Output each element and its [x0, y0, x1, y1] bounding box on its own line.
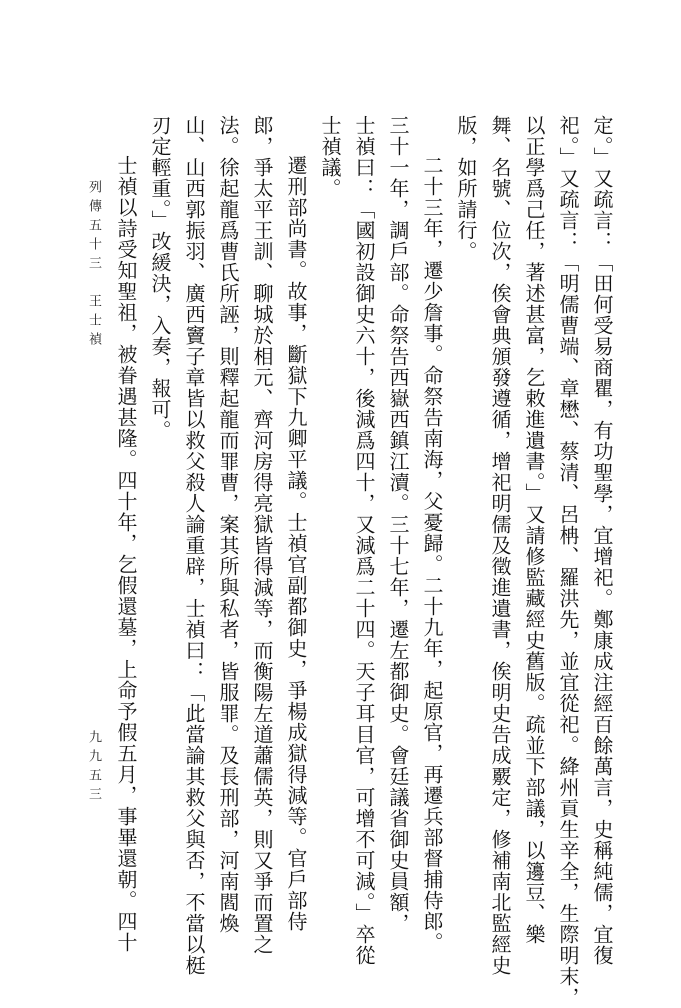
text-column: 遷刑部尚書。故事，斷獄下九卿平議。士禎官副都御史，爭楊成獄得減等。官戶部侍	[284, 155, 308, 932]
text-column: 士禎曰：「國初設御史六十，後減爲四十，又減爲二十四。天子耳目官，可增不可減。」卒從	[352, 115, 376, 966]
page-number: 九九五三	[86, 730, 101, 806]
text-column: 刃定輕重。」改緩決，入奏，報可。	[148, 115, 172, 441]
text-column: 士禎以詩受知聖祖，被眷遇甚隆。四十年，乞假還墓，上命予假五月，事畢還朝。四十	[114, 155, 138, 953]
text-column: 二十三年，遷少詹事。命祭告南海，父憂歸。二十九年，起原官，再遷兵部督捕侍郎。	[420, 155, 444, 953]
text-column: 舞、名號、位次，俟會典頒發遵循，增祀明儒及徵進遺書，俟明史告成覈定，修補南北監經史	[488, 115, 512, 976]
text-column: 郎，爭太平王訓、聊城於相元、齊河房得亮獄皆得減等，而衡陽左道蕭儒英，則又爭而置之	[250, 115, 274, 955]
text-column: 三十一年，調戶部。命祭告西嶽西鎮江瀆。三十七年，遷左都御史。會廷議省御史員額，	[386, 115, 410, 934]
text-column: 版，如所請行。	[454, 115, 478, 262]
text-column: 祀。」又疏言：「明儒曹端、章懋、蔡清、呂柟、羅洪先，並宜從祀。絳州貢生辛全，生際明末，	[556, 115, 580, 1008]
text-column: 定。」又疏言：「田何受易商瞿，有功聖學，宜增祀。鄭康成注經百餘萬言，史稱純儒，宜復	[590, 115, 614, 966]
text-column: 以正學爲己任，著述甚富，乞敕進遺書。」又請修監藏經史舊版。疏並下部議，以籩豆、樂	[522, 115, 546, 945]
text-column: 法。徐起龍爲曹氏所誣，則釋起龍而罪曹，案其所與私者，皆服罪。及長刑部，河南閻煥	[216, 115, 240, 934]
body-text	[109, 115, 619, 1008]
text-column: 山、山西郭振羽、廣西竇子章皆以救父殺人論重辟，士禎曰：「此當論其救父與否，不當以梃	[182, 115, 206, 976]
running-head: 列傳五十三 王士禎	[86, 180, 101, 351]
text-column: 士禎議。	[318, 115, 342, 199]
